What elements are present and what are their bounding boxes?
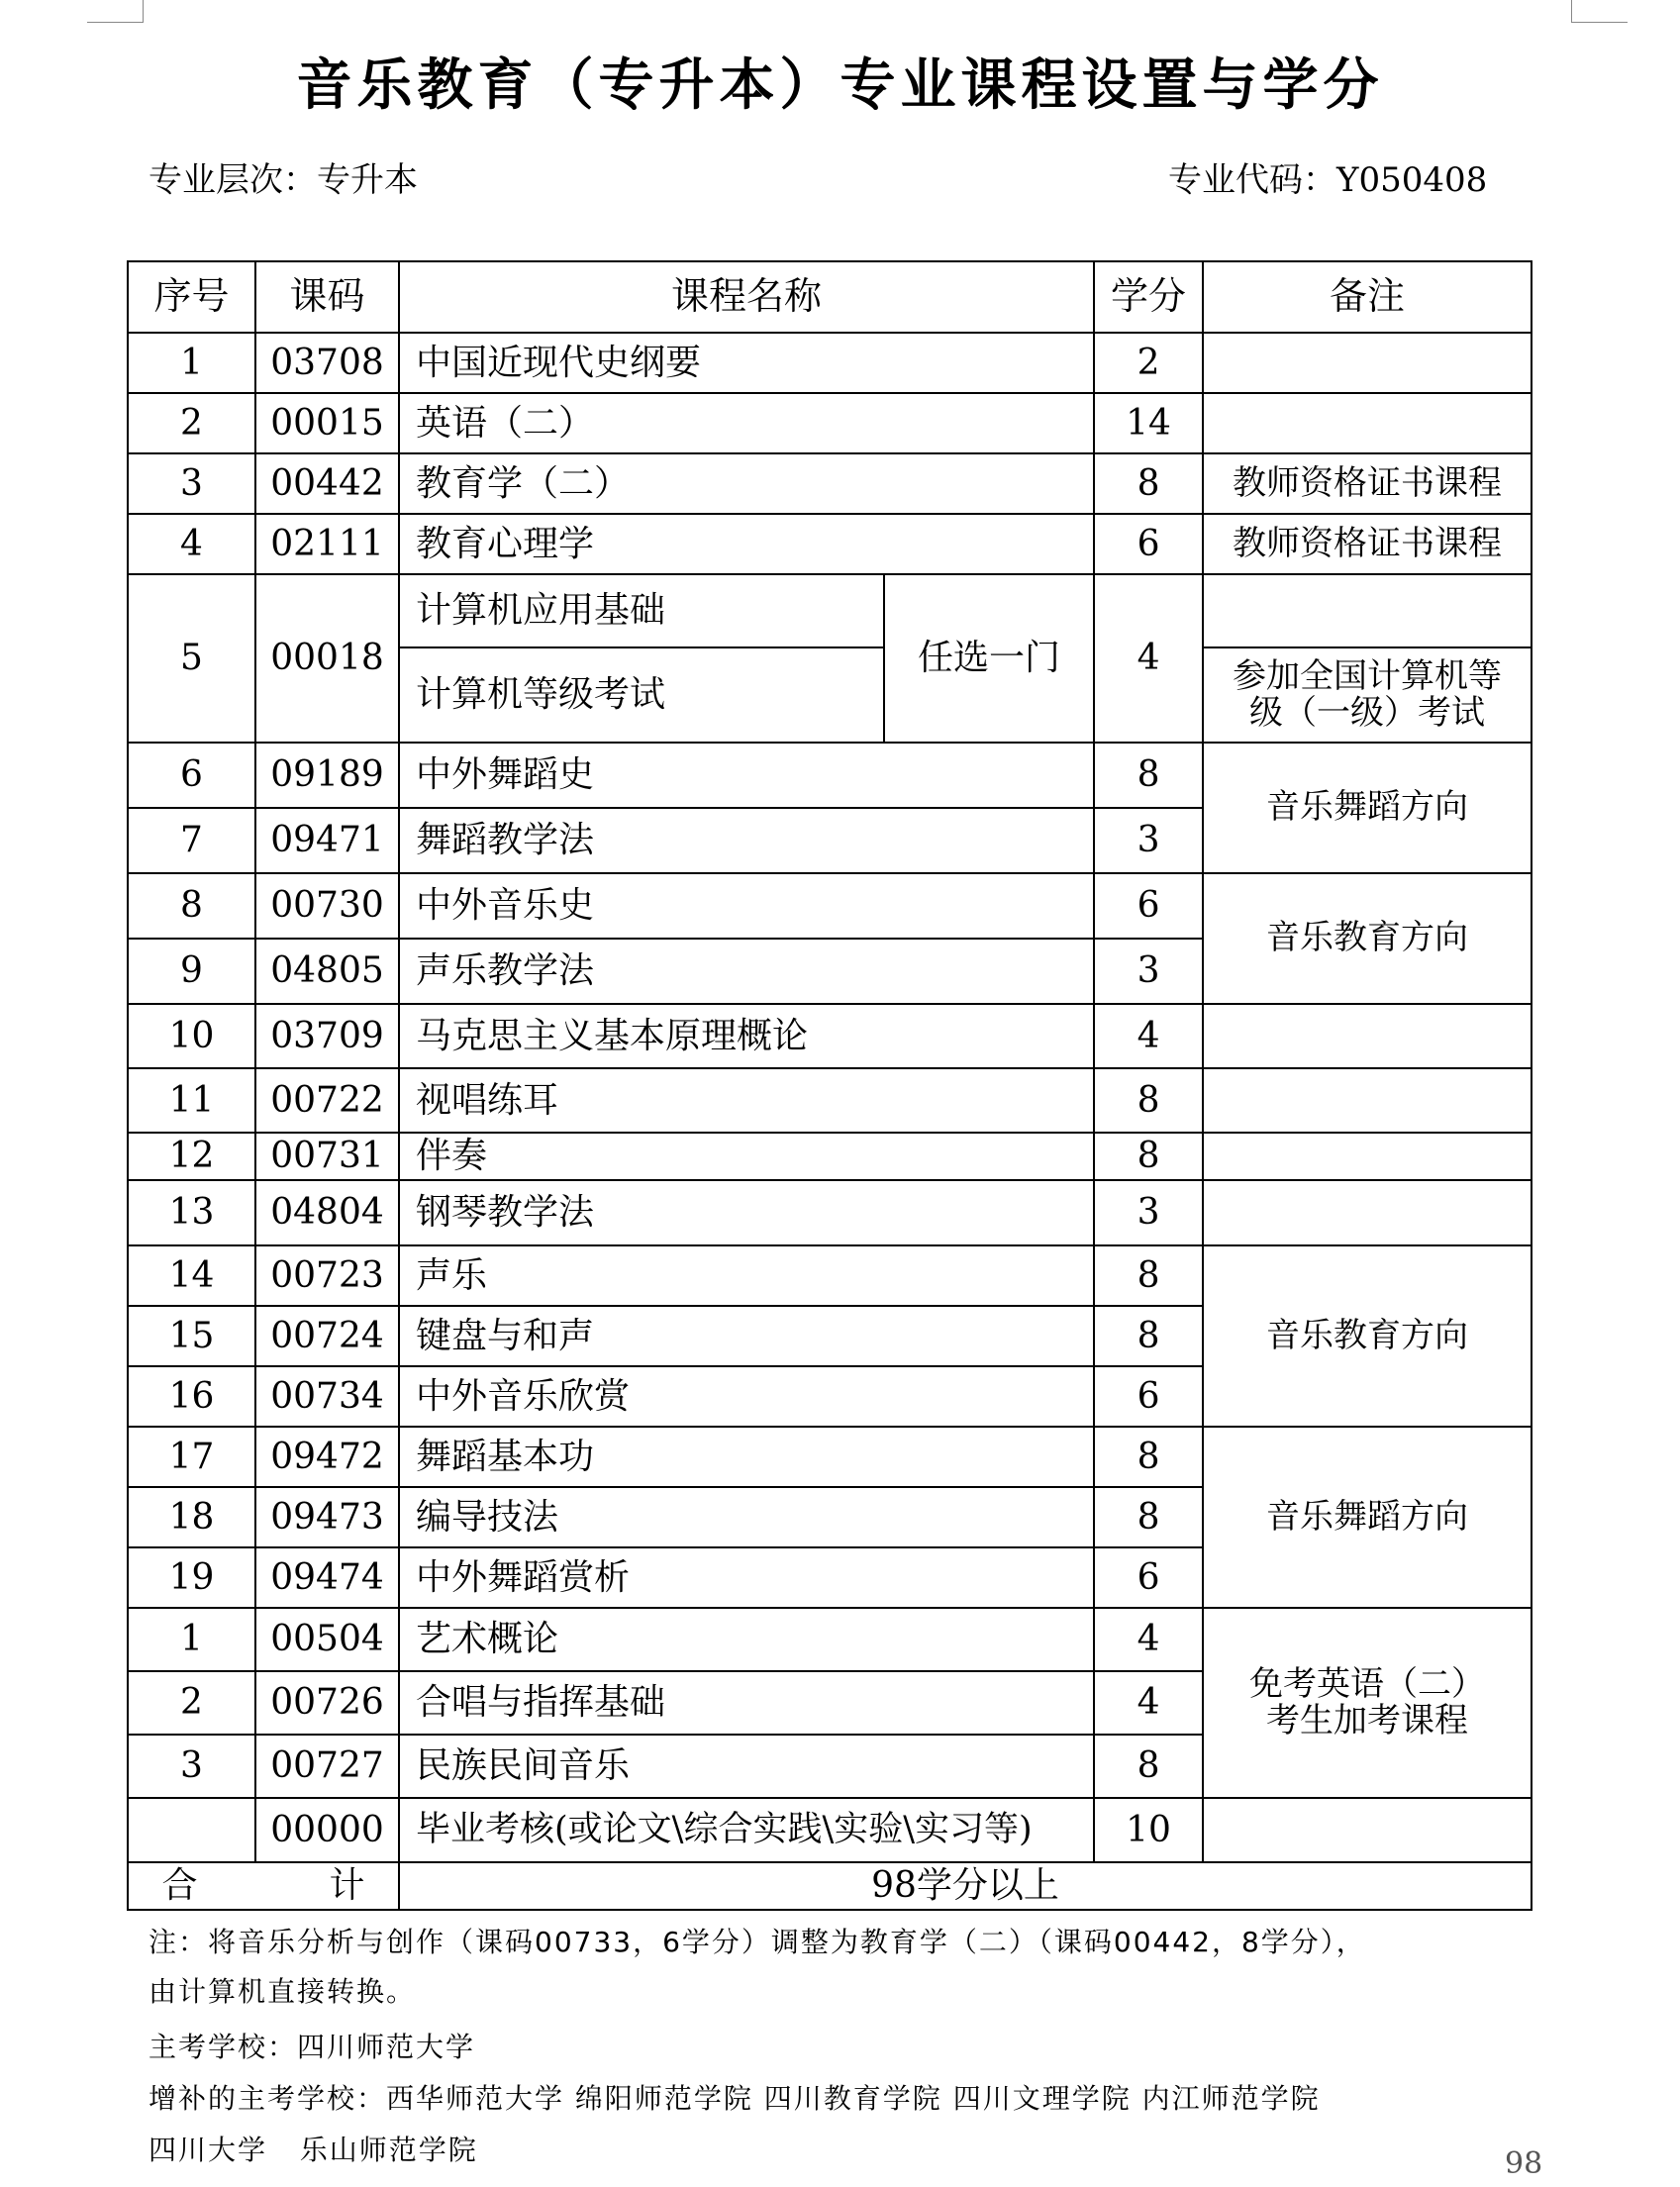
row-credit: 8 bbox=[1094, 1306, 1203, 1366]
row-code: 00723 bbox=[255, 1245, 399, 1306]
row-code: 00015 bbox=[255, 393, 399, 453]
row-note: 免考英语（二）考生加考课程 bbox=[1203, 1608, 1532, 1798]
row-name: 中外音乐欣赏 bbox=[399, 1366, 1094, 1427]
table-row bbox=[128, 873, 1532, 939]
page-title: 音乐教育（专升本）专业课程设置与学分 bbox=[296, 52, 1384, 118]
row-seq: 5 bbox=[128, 574, 255, 743]
row-note: 音乐教育方向 bbox=[1203, 1245, 1532, 1427]
row-credit: 8 bbox=[1094, 1068, 1203, 1133]
header-name: 课程名称 bbox=[399, 261, 1094, 333]
row-name: 艺术概论 bbox=[399, 1608, 1094, 1671]
row-credit: 4 bbox=[1094, 1608, 1203, 1671]
header-seq: 序号 bbox=[128, 261, 255, 333]
table-row bbox=[128, 1004, 1532, 1068]
row-note bbox=[1203, 574, 1532, 647]
row-credit: 3 bbox=[1094, 1180, 1203, 1245]
total-label-b: 计 bbox=[329, 1865, 365, 1907]
row-code: 00731 bbox=[255, 1133, 399, 1180]
row-name: 声乐 bbox=[399, 1245, 1094, 1306]
row-note: 音乐舞蹈方向 bbox=[1203, 743, 1532, 873]
row-seq: 6 bbox=[128, 743, 255, 808]
row-credit: 8 bbox=[1094, 1487, 1203, 1547]
row-seq: 8 bbox=[128, 873, 255, 939]
row-note: 音乐舞蹈方向 bbox=[1203, 1427, 1532, 1608]
row-code: 04805 bbox=[255, 939, 399, 1004]
table-row bbox=[128, 514, 1532, 574]
table-row bbox=[128, 574, 1532, 647]
row-note: 音乐教育方向 bbox=[1203, 873, 1532, 1004]
row-seq: 3 bbox=[128, 1735, 255, 1798]
footnote-line-2: 由计算机直接转换。 bbox=[148, 1975, 417, 2008]
row-note bbox=[1203, 1068, 1532, 1133]
row-credit: 6 bbox=[1094, 514, 1203, 574]
row-seq: 11 bbox=[128, 1068, 255, 1133]
row-code: 09472 bbox=[255, 1427, 399, 1487]
row-code: 00000 bbox=[255, 1798, 399, 1862]
row-seq: 15 bbox=[128, 1306, 255, 1366]
footnote-line-1: 注：将音乐分析与创作（课码00733，6学分）调整为教育学（二）（课码00442，8学分）， bbox=[148, 1926, 1366, 1958]
row-seq: 2 bbox=[128, 1671, 255, 1735]
row-name: 教育学（二） bbox=[399, 453, 1094, 514]
row-credit: 10 bbox=[1094, 1798, 1203, 1862]
header-code: 课码 bbox=[255, 261, 399, 333]
row-seq: 9 bbox=[128, 939, 255, 1004]
crop-mark-top-left bbox=[87, 0, 144, 23]
table-row bbox=[128, 333, 1532, 393]
row-code: 00722 bbox=[255, 1068, 399, 1133]
row-code: 03708 bbox=[255, 333, 399, 393]
row-note: 教师资格证书课程 bbox=[1203, 514, 1532, 574]
row-credit: 14 bbox=[1094, 393, 1203, 453]
row-seq: 16 bbox=[128, 1366, 255, 1427]
row-code: 00730 bbox=[255, 873, 399, 939]
row-seq: 18 bbox=[128, 1487, 255, 1547]
crop-mark-top-right bbox=[1571, 0, 1628, 23]
row-code: 09471 bbox=[255, 808, 399, 873]
row-name: 英语（二） bbox=[399, 393, 1094, 453]
row-name: 伴奏 bbox=[399, 1133, 1094, 1180]
row-name: 舞蹈教学法 bbox=[399, 808, 1094, 873]
row-code: 04804 bbox=[255, 1180, 399, 1245]
total-label bbox=[128, 1862, 399, 1910]
row-note bbox=[1203, 1004, 1532, 1068]
row-name: 民族民间音乐 bbox=[399, 1735, 1094, 1798]
row-credit: 8 bbox=[1094, 453, 1203, 514]
row-name: 毕业考核(或论文\综合实践\实验\实习等) bbox=[399, 1798, 1094, 1862]
row-name: 教育心理学 bbox=[399, 514, 1094, 574]
row-name: 视唱练耳 bbox=[399, 1068, 1094, 1133]
row-credit: 8 bbox=[1094, 1133, 1203, 1180]
row-code: 00724 bbox=[255, 1306, 399, 1366]
row-code: 09189 bbox=[255, 743, 399, 808]
row-name-option-b: 计算机等级考试 bbox=[399, 647, 884, 743]
row-name: 键盘与和声 bbox=[399, 1306, 1094, 1366]
row-name: 声乐教学法 bbox=[399, 939, 1094, 1004]
row-credit: 2 bbox=[1094, 333, 1203, 393]
row-note bbox=[1203, 333, 1532, 393]
row-credit: 8 bbox=[1094, 1245, 1203, 1306]
row-note bbox=[1203, 393, 1532, 453]
row-name: 钢琴教学法 bbox=[399, 1180, 1094, 1245]
row-code: 00727 bbox=[255, 1735, 399, 1798]
table-row bbox=[128, 1608, 1532, 1671]
row-code: 00442 bbox=[255, 453, 399, 514]
row-seq: 12 bbox=[128, 1133, 255, 1180]
total-label-a: 合 bbox=[161, 1865, 198, 1907]
row-name-option-a: 计算机应用基础 bbox=[399, 574, 884, 647]
row-seq bbox=[128, 1798, 255, 1862]
row-credit: 6 bbox=[1094, 1547, 1203, 1608]
row-seq: 14 bbox=[128, 1245, 255, 1306]
row-seq: 4 bbox=[128, 514, 255, 574]
table-row bbox=[128, 453, 1532, 514]
row-seq: 1 bbox=[128, 333, 255, 393]
row-name: 马克思主义基本原理概论 bbox=[399, 1004, 1094, 1068]
row-code: 03709 bbox=[255, 1004, 399, 1068]
main-exam-school: 主考学校：四川师范大学 bbox=[148, 2031, 476, 2063]
row-code: 09473 bbox=[255, 1487, 399, 1547]
page-number: 98 bbox=[1505, 2146, 1543, 2181]
row-note bbox=[1203, 1798, 1532, 1862]
row-credit: 4 bbox=[1094, 574, 1203, 743]
additional-exam-schools: 增补的主考学校：西华师范大学 绵阳师范学院 四川教育学院 四川文理学院 内江师范学院 bbox=[148, 2082, 1321, 2115]
row-note: 参加全国计算机等级（一级）考试 bbox=[1203, 647, 1532, 743]
row-code: 00504 bbox=[255, 1608, 399, 1671]
table-row bbox=[128, 1245, 1532, 1306]
row-name: 中外舞蹈赏析 bbox=[399, 1547, 1094, 1608]
major-level: 专业层次：专升本 bbox=[148, 160, 418, 200]
course-table bbox=[127, 260, 1532, 1911]
table-row bbox=[128, 1133, 1532, 1180]
row-credit: 6 bbox=[1094, 1366, 1203, 1427]
row-seq: 1 bbox=[128, 1608, 255, 1671]
row-name: 舞蹈基本功 bbox=[399, 1427, 1094, 1487]
row-seq: 2 bbox=[128, 393, 255, 453]
row-note bbox=[1203, 1133, 1532, 1180]
major-code: 专业代码：Y050408 bbox=[1168, 160, 1488, 200]
row-credit: 3 bbox=[1094, 808, 1203, 873]
row-name: 中外舞蹈史 bbox=[399, 743, 1094, 808]
header-note: 备注 bbox=[1203, 261, 1532, 333]
row-credit: 8 bbox=[1094, 743, 1203, 808]
row-credit: 3 bbox=[1094, 939, 1203, 1004]
row-credit: 4 bbox=[1094, 1004, 1203, 1068]
row-note: 教师资格证书课程 bbox=[1203, 453, 1532, 514]
row-credit: 8 bbox=[1094, 1427, 1203, 1487]
row-code: 00726 bbox=[255, 1671, 399, 1735]
row-name: 中外音乐史 bbox=[399, 873, 1094, 939]
table-row bbox=[128, 1180, 1532, 1245]
total-row bbox=[128, 1862, 1532, 1910]
row-code: 00734 bbox=[255, 1366, 399, 1427]
row-name: 合唱与指挥基础 bbox=[399, 1671, 1094, 1735]
table-row bbox=[128, 1798, 1532, 1862]
row-credit: 4 bbox=[1094, 1671, 1203, 1735]
total-value: 98学分以上 bbox=[399, 1862, 1532, 1910]
row-seq: 3 bbox=[128, 453, 255, 514]
row-name: 中国近现代史纲要 bbox=[399, 333, 1094, 393]
row-seq: 13 bbox=[128, 1180, 255, 1245]
row-credit: 6 bbox=[1094, 873, 1203, 939]
header-credit: 学分 bbox=[1094, 261, 1203, 333]
row-seq: 10 bbox=[128, 1004, 255, 1068]
table-row bbox=[128, 1068, 1532, 1133]
row-seq: 7 bbox=[128, 808, 255, 873]
table-row bbox=[128, 393, 1532, 453]
table-row bbox=[128, 743, 1532, 808]
additional-exam-schools-cont: 四川大学 乐山师范学院 bbox=[148, 2134, 478, 2166]
row-name: 编导技法 bbox=[399, 1487, 1094, 1547]
row-credit: 8 bbox=[1094, 1735, 1203, 1798]
row-seq: 17 bbox=[128, 1427, 255, 1487]
table-row bbox=[128, 1427, 1532, 1487]
row-choose-one: 任选一门 bbox=[884, 574, 1094, 743]
row-note bbox=[1203, 1180, 1532, 1245]
row-code: 00018 bbox=[255, 574, 399, 743]
row-seq: 19 bbox=[128, 1547, 255, 1608]
row-code: 09474 bbox=[255, 1547, 399, 1608]
row-code: 02111 bbox=[255, 514, 399, 574]
